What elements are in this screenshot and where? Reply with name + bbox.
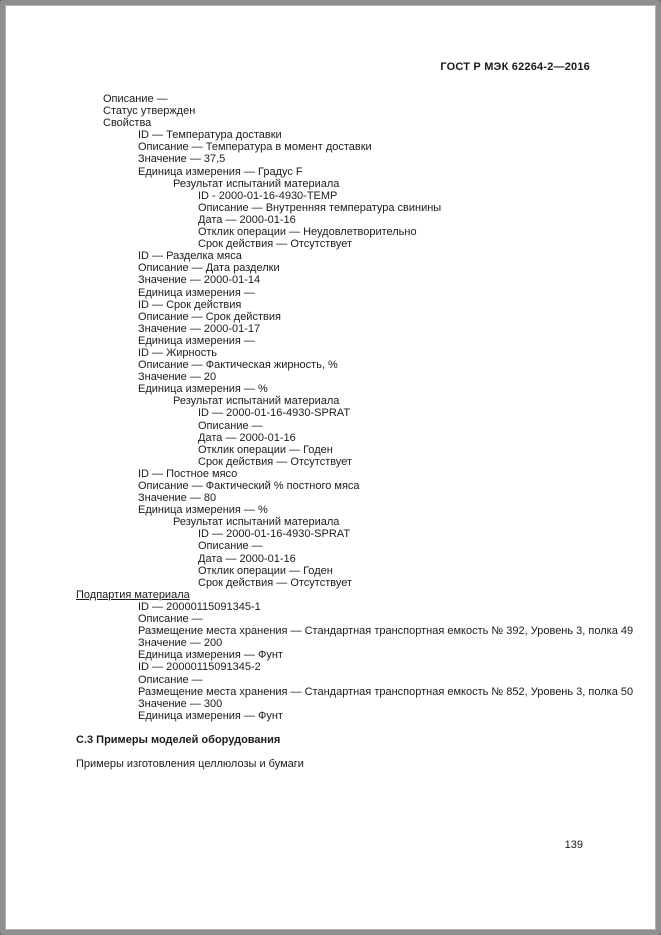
document-body [76,93,634,771]
document-line: Единица измерения — % [138,504,268,517]
document-line: Значение — 80 [138,492,217,505]
document-line: Описание — Внутренняя температура свинины [198,201,442,214]
document-line: Значение — 37,5 [138,153,226,166]
document-line: Результат испытаний материала [173,516,340,529]
document-line: Единица измерения — % [138,383,268,396]
document-line: ID - 2000-01-16-4930-TEMP [198,189,338,202]
document-line: ID — 2000-01-16-4930-SPRAT [198,528,351,541]
document-line: ID — Разделка мяса [138,250,242,263]
document-line: Единица измерения — Фунт [138,709,283,722]
document-line: ID — Срок действия [138,298,242,311]
document-line: Описание — [138,673,203,686]
document-line: Значение — 300 [138,697,223,710]
document-line: ID — Постное мясо [138,467,238,480]
document-line: Единица измерения — [138,334,255,347]
document-line: ID — Жирность [138,346,217,359]
document-line: ID — Температура доставки [138,129,282,142]
document-line: Описание — Фактическая жирность, % [138,359,338,372]
document-line: Описание — [198,419,263,432]
document-line: Описание — Фактический % постного мяса [138,480,360,492]
document-line: Единица измерения — Фунт [138,649,283,662]
document-line: Свойства [103,117,152,130]
document-line: Дата — 2000-01-16 [198,431,296,444]
document-line: Срок действия — Отсутствует [198,576,353,589]
document-header-standard-number: ГОСТ Р МЭК 62264-2—2016 [440,61,590,73]
document-line: Статус утвержден [103,105,196,118]
document-line: Описание — [198,540,263,553]
document-line: Значение — 2000-01-17 [138,322,261,335]
document-line: Дата — 2000-01-16 [198,552,296,565]
document-line: Дата — 2000-01-16 [198,213,296,226]
document-line: ID — 20000115091345-1 [138,600,261,613]
document-line: Описание — Срок действия [138,310,281,323]
page-number: 139 [564,839,583,851]
document-line: Размещение места хранения — Стандартная транспортная емкость № 852, Уровень 3, полка 50 [138,685,634,698]
document-line: Отклик операции — Неудовлетворительно [198,226,417,239]
document-line: Примеры изготовления целлюлозы и бумаги [76,758,304,771]
document-line: ID — 20000115091345-2 [138,661,261,674]
document-line: Значение — 200 [138,637,223,650]
document-line: Подпартия материала [76,588,190,601]
document-line: Описание — Дата разделки [138,262,280,275]
document-line: Единица измерения — Градус F [138,165,303,178]
document-line: Описание — [103,93,168,105]
document-line: ID — 2000-01-16-4930-SPRAT [198,407,351,420]
document-line: Единица измерения — [138,286,255,299]
document-line: Результат испытаний материала [173,395,340,408]
document-line: Размещение места хранения — Стандартная транспортная емкость № 392, Уровень 3, полка 49 [138,625,634,638]
document-line: Значение — 2000-01-14 [138,274,261,287]
document-line: Отклик операции — Годен [198,564,333,577]
document-line: Результат испытаний материала [173,177,340,190]
document-line: Описание — Температура в момент доставки [138,141,372,154]
document-line: Значение — 20 [138,371,217,384]
document-line: Описание — [138,613,203,626]
document-line: Срок действия — Отсутствует [198,238,353,251]
document-line: Срок действия — Отсутствует [198,455,353,468]
document-line: Отклик операции — Годен [198,443,333,456]
document-line: С.3 Примеры моделей оборудования [76,733,281,746]
